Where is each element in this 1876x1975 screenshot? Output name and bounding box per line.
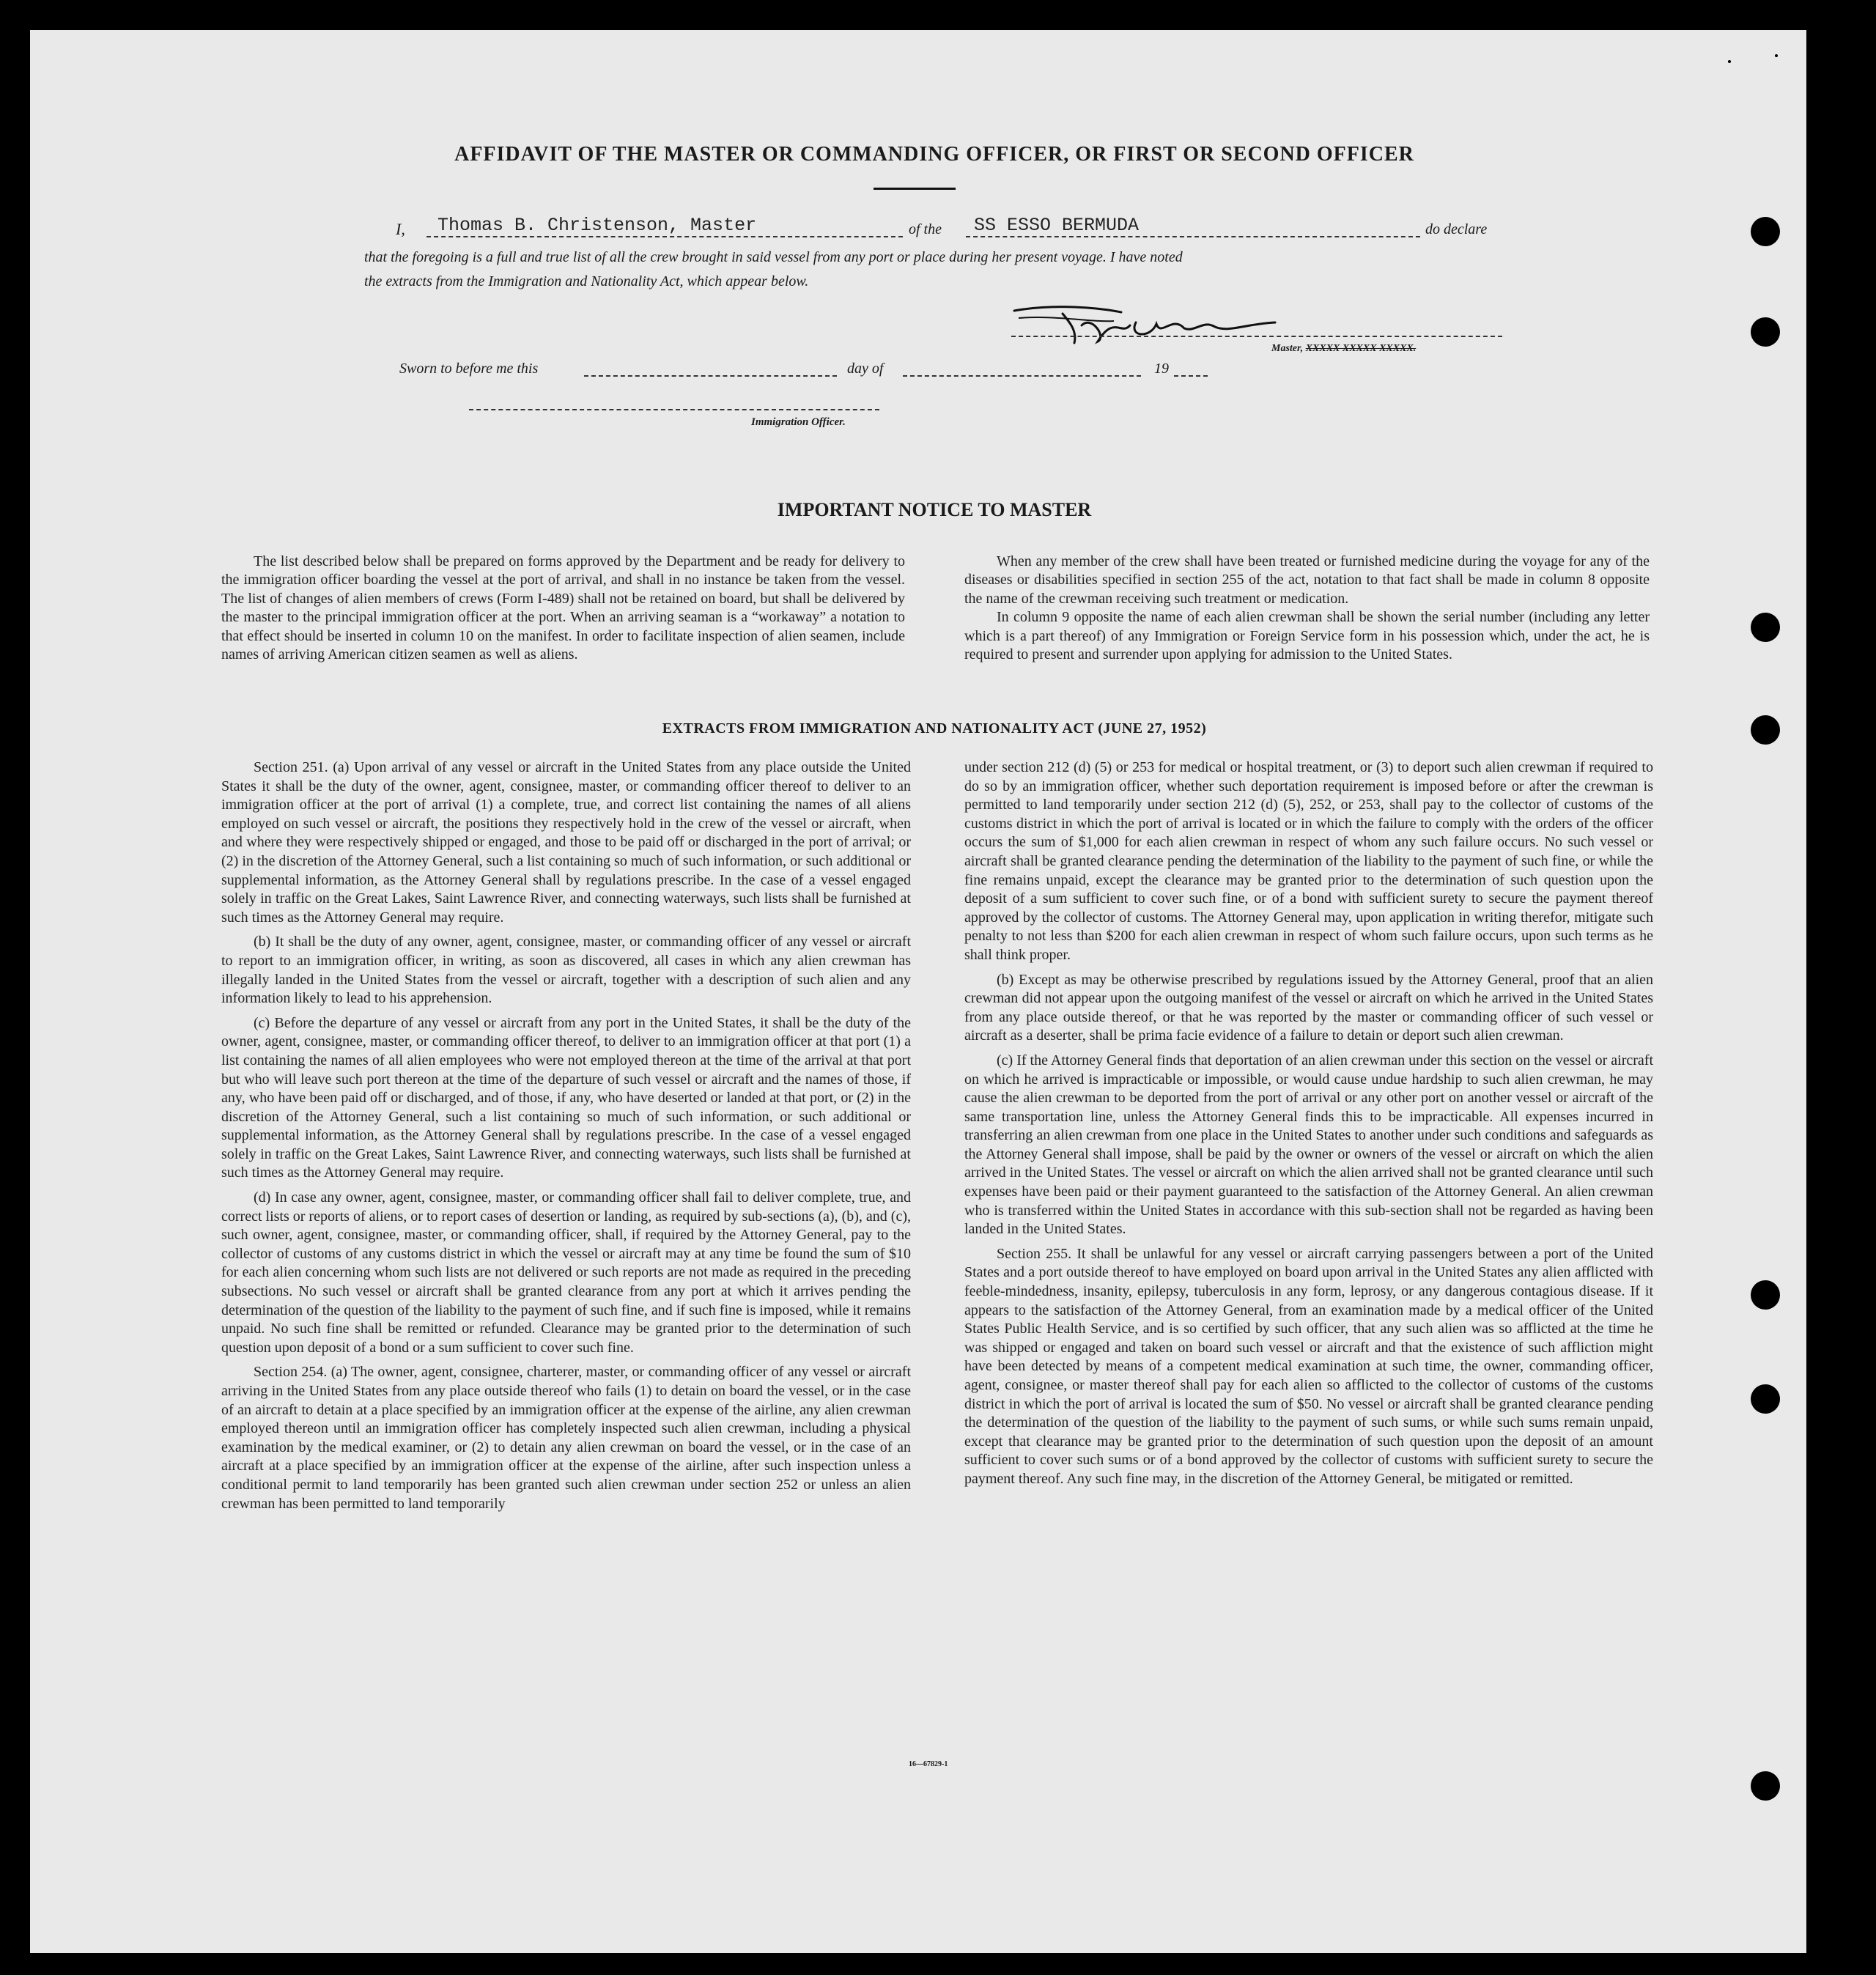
master-signature	[1011, 293, 1297, 352]
year-line	[1174, 375, 1208, 377]
section-251-d: (d) In case any owner, agent, consignee, master, or commanding officer shall fail to deliver complete, true, and correct lists or reports of aliens, or to report cases of desertion or landing, as required by sub-sections (a), (b), and (c), such owner, agent, consignee, master, or commanding officer, shall, if required by the Attorney General, pay to the collector of customs of any customs district in which the vessel or aircraft may at any time be found the sum of $10 for each alien concerning whom such lists are not delivered or such reports are not made as required in the preceding subsections. No such vessel or aircraft shall be granted clearance from any port at which it arrives pending the determination of the question of the liability to the payment of such fine, and if such fine is imposed, while it remains unpaid. No such fine shall be remitted or refunded. Clearance may be granted prior to the determination of such question upon deposit of a bond or a sum sufficient to cover such fine.	[221, 1189, 911, 1356]
declaration-prefix: I,	[396, 220, 405, 238]
do-declare-label: do declare	[1425, 221, 1488, 237]
vessel-line	[966, 236, 1420, 237]
binder-hole	[1751, 613, 1780, 642]
statement-line-1: that the foregoing is a full and true list of all the crew brought in said vessel from any port or place during her present voyage. I have noted	[364, 249, 1183, 265]
notice-right-p1: When any member of the crew shall have been treated or furnished medicine during the voyage for any of the diseases or disabilities specified in section 255 of the act, notation to that fact shall be made in column 8 opposite the name of the crewman receiving such treatment or medication.	[964, 553, 1650, 607]
vessel-name: SS ESSO BERMUDA	[974, 215, 1140, 236]
notice-title: IMPORTANT NOTICE TO MASTER	[777, 499, 1092, 520]
day-of-label: day of	[847, 361, 884, 377]
binder-hole	[1751, 317, 1780, 347]
signature-caption: Master, XXXXX XXXXX XXXXX.	[1271, 343, 1417, 354]
extracts-right-column	[964, 758, 1653, 1489]
statement-line-2: the extracts from the Immigration and Nationality Act, which appear below.	[364, 273, 809, 289]
extracts-title: EXTRACTS FROM IMMIGRATION AND NATIONALITY ACT (JUNE 27, 1952)	[662, 720, 1207, 737]
section-254-a-continued: under section 212 (d) (5) or 253 for medical or hospital treatment, or (3) to deport such alien crewman if required to do so by an immigration officer, whether such deportation requirement is imposed before or after the crewman is permitted to land temporarily under section 212 (d) (5), 252, or 253, shall pay to the collector of customs of the customs district in which the port of arrival is located or in which the failure to comply with the orders of the officer occurs the sum of $1,000 for each alien crewman in respect of whom any such failure occurs. No such vessel or aircraft shall be granted clearance pending the determination of the liability to the payment of such fine, or while the fine remains unpaid, except the clearance may be granted prior to the determination of such question upon the deposit of a sum sufficient to cover such fine, or of a bond with sufficient surety to secure the payment thereof approved by the collector of customs. The Attorney General may, upon application in writing therefor, mitigate such penalty to not less than $200 for each alien crewman in respect of whom such failure occurs, upon such terms as he shall think proper.	[964, 759, 1653, 963]
affidavit-title: AFFIDAVIT OF THE MASTER OR COMMANDING OFFICER, OR FIRST OR SECOND OFFICER	[454, 143, 1414, 166]
notice-left-text: The list described below shall be prepared on forms approved by the Department and be ready for delivery to the immigration officer boarding the vessel at the port of arrival, and shall in no instance be taken from the vessel. The list of changes of alien members of crews (Form I-489) shall not be retained on board, but shall be delivered by the master to the principal immigration officer at the port. When an arriving seaman is a “workaway” a notation to that effect should be inserted in column 10 on the manifest. In order to facilitate inspection of alien seamen, include names of arriving American citizen seamen as well as aliens.	[221, 553, 905, 663]
declarant-name: Thomas B. Christenson, Master	[437, 215, 757, 236]
binder-hole	[1751, 217, 1780, 246]
binder-hole	[1751, 1771, 1780, 1801]
signature-caption-struck: XXXXX XXXXX XXXXX.	[1305, 343, 1417, 354]
extracts-left-column	[221, 758, 911, 1513]
signature-line	[1011, 336, 1502, 337]
section-254-a: Section 254. (a) The owner, agent, consignee, charterer, master, or commanding officer of any vessel or aircraft arriving in the United States from any place outside thereof who fails (1) to detain on board the vessel, or in the case of an aircraft to detain at a place specified by an immigration officer at the expense of the airline, any alien crewman employed thereon until an immigration officer has completely inspected such alien crewman, including a physical examination by the medical examiner, or (2) to detain any alien crewman on board the vessel, or in the case of an aircraft at a place specified by an immigration officer at the expense of the airline, after such inspection unless a conditional permit to land temporarily has been granted such alien crewman under section 252 or unless an alien crewman has been permitted to land temporarily	[221, 1364, 911, 1512]
declarant-line	[426, 236, 903, 237]
binder-hole	[1751, 1280, 1780, 1310]
officer-caption: Immigration Officer.	[751, 416, 846, 428]
notice-right-column	[964, 553, 1650, 664]
year-prefix: 19	[1154, 361, 1169, 377]
binder-hole	[1751, 1384, 1780, 1414]
binder-hole	[1751, 715, 1780, 745]
section-251-c: (c) Before the departure of any vessel or aircraft from any port in the United States, it shall be the duty of the owner, agent, consignee, master, or commanding officer thereof, to deliver to an immigration officer at that port (1) a list containing the names of all alien employees who were not employed thereon at the time of the arrival at that port but who will leave such port thereon at the time of the departure of such vessel or aircraft and the names of those, if any, who have been paid off or discharged, and of those, if any, who have deserted or landed at that port, or (2) in the discretion of the Attorney General, such a list containing so much of such information, or such additional or supplemental information, as the Attorney General shall by regulations prescribe. In the case of a vessel engaged solely in traffic on the Great Lakes, Saint Lawrence River, and connecting waterways, such lists shall be furnished at such times as the Attorney General may require.	[221, 1014, 911, 1181]
sworn-day-line	[584, 375, 837, 377]
sworn-label: Sworn to before me this	[399, 361, 539, 377]
section-255: Section 255. It shall be unlawful for any vessel or aircraft carrying passengers between a port of the United States and a port outside thereof to have employed on board upon arrival in the United States any alien afflicted with feeble-mindedness, insanity, epilepsy, tuberculosis in any form, leprosy, or any dangerous contagious disease. If it appears to the satisfaction of the Attorney General, from an examination made by a medical officer of the United States Public Health Service, and is so certified by such officer, that any such alien was so afflicted at the time he was shipped or engaged and taken on board such vessel or aircraft and that the existence of such affliction might have been detected by means of a competent medical examination at such time, the owner, commanding officer, agent, consignee, or master thereof shall pay for each alien so afflicted to the collector of customs of the customs district in which the port of arrival is located the sum of $50. No vessel or aircraft shall be granted clearance pending the determination of the question of the liability to the payment of such sums, or while such sums remain unpaid, except that clearance may be granted prior to the determination of such question upon the deposit of an amount sufficient to cover such sums or of a bond approved by the collector of customs with sufficient surety to secure the payment thereof. Any such fine may, in the discretion of the Attorney General, be mitigated or remitted.	[964, 1245, 1653, 1487]
notice-right-p2: In column 9 opposite the name of each alien crewman shall be shown the serial number (including any letter which is a part thereof) of any Immigration or Foreign Service form in his possession which, under the act, he is required to present and surrender upon applying for admission to the United States.	[964, 609, 1650, 663]
sworn-month-line	[903, 375, 1141, 377]
scan-speck	[1728, 60, 1731, 63]
section-254-b: (b) Except as may be otherwise prescribed by regulations issued by the Attorney General, proof that an alien crewman did not appear upon the outgoing manifest of the vessel or aircraft on which he arrived in the United States from any place outside thereof, or that he was reported by the master or commanding officer of such vessel or aircraft as a deserter, shall be prima facie evidence of a failure to detain or deport such alien crewman.	[964, 971, 1653, 1044]
title-rule	[874, 188, 956, 190]
scan-speck	[1775, 54, 1778, 57]
section-254-c: (c) If the Attorney General finds that deportation of an alien crewman under this section on the vessel or aircraft on which he arrived is impracticable or impossible, or would cause undue hardship to such alien crewman, he may cause the alien crewman to be deported from the port of arrival or any other port on another vessel or aircraft of the same transportation line, unless the Attorney General finds this to be impracticable. All expenses incurred in transferring an alien crewman from one place in the United States to another under such conditions and safeguards as the Attorney General shall impose, shall be paid by the owner or owners of the vessel or aircraft on which the alien arrived in the United States. The vessel or aircraft on which the alien arrived shall not be granted clearance until such expenses have been paid or their payment guaranteed to the satisfaction of the Attorney General. An alien crewman who is transferred within the United States in accordance with this sub-section shall not be regarded as having been landed in the United States.	[964, 1052, 1653, 1238]
form-code: 16—67829-1	[909, 1760, 948, 1768]
of-the-label: of the	[909, 221, 942, 237]
section-251-b: (b) It shall be the duty of any owner, agent, consignee, master, or commanding officer of any vessel or aircraft to report to an immigration officer, in writing, as soon as discovered, all cases in which any alien crewman has illegally landed in the United States from the vessel or aircraft, together with a description of such alien and any information likely to lead to his apprehension.	[221, 934, 911, 1007]
officer-signature-line	[469, 409, 879, 410]
section-251-a: Section 251. (a) Upon arrival of any vessel or aircraft in the United States from any place outside the United States it shall be the duty of the owner, agent, consignee, master, or commanding officer thereof to deliver to an immigration officer at the port of arrival (1) a complete, true, and correct list containing the names of all aliens employed on such vessel or aircraft, the positions they respectively hold in the crew of the vessel or aircraft, when and where they were respectively shipped or engaged, and those to be paid off or discharged in the port of arrival; or (2) in the discretion of the Attorney General, such a list containing so much of such information, or such additional or supplemental information, as the Attorney General shall by regulations prescribe. In the case of a vessel engaged solely in traffic on the Great Lakes, Saint Lawrence River, and connecting waterways, such lists shall be furnished at such times as the Attorney General may require.	[221, 759, 911, 926]
notice-left-column	[221, 553, 905, 664]
